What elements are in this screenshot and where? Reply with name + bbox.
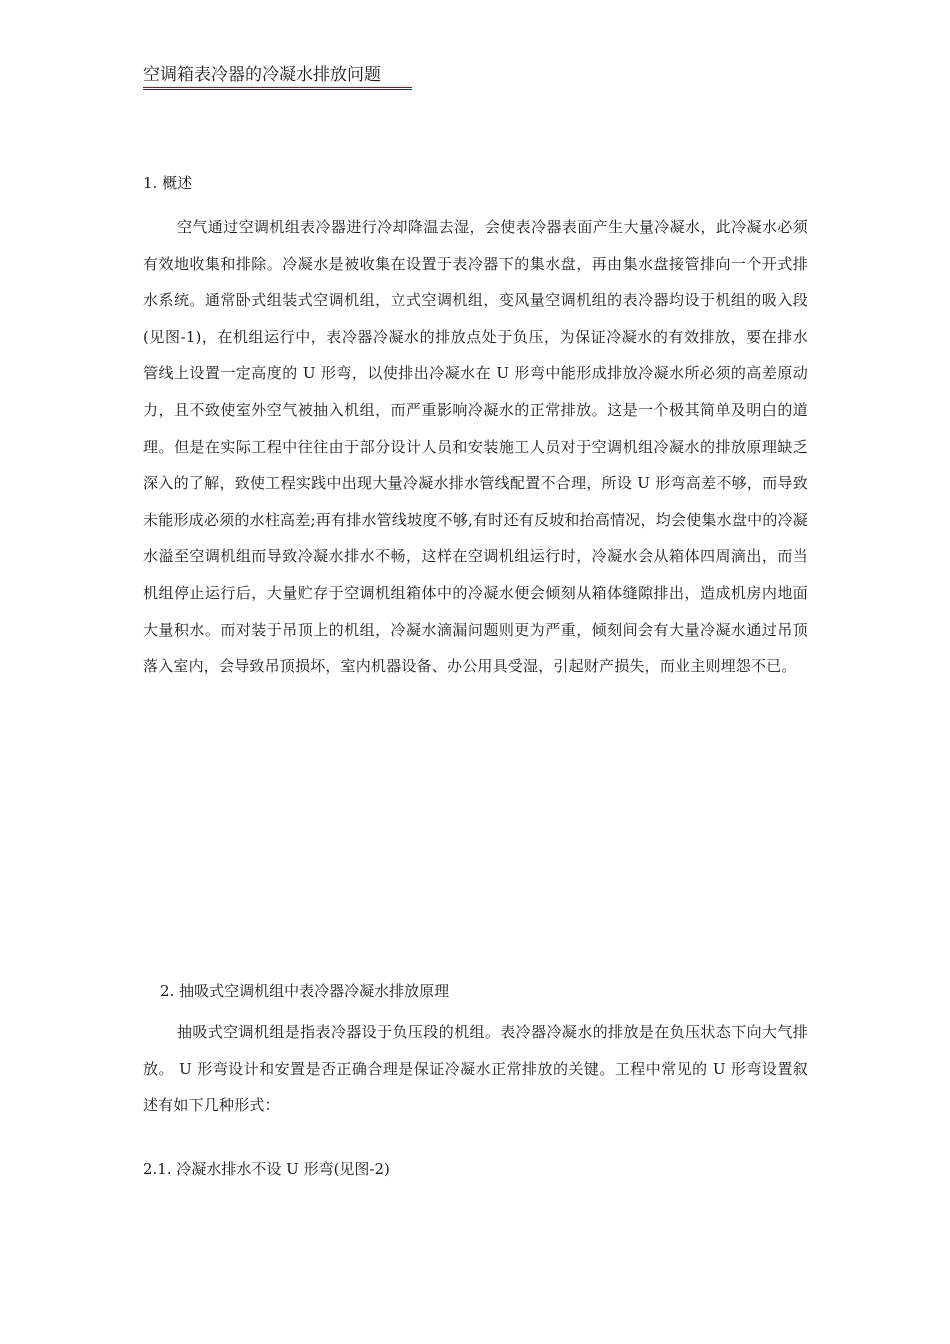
section-1-paragraph: 空气通过空调机组表冷器进行冷却降温去湿，会使表冷器表面产生大量冷凝水，此冷凝水必须有效地收集和排除。冷凝水是被收集在设置于表冷器下的集水盘，再由集水盘接管排向一个开式排水系统。通常卧式组装式空调机组，立式空调机组，变风量空调机组的表冷器均设于机组的吸入段(见图-1)，在机组运行中，表冷器冷凝水的排放点处于负压，为保证冷凝水的有效排放，要在排水管线上设置一定高度的 U 形弯，以使排出冷凝水在 U 形弯中能形成排放冷凝水所必须的高差原动力，且不致使室外空气被抽入机组，而严重影响冷凝水的正常排放。这是一个极其简单及明白的道理。但是在实际工程中往往由于部分设计人员和安装施工人员对于空调机组冷凝水的排放原理缺乏深入的了解，致使工程实践中出现大量冷凝水排水管线配置不合理，所设 U 形弯高差不够，而导致未能形成必须的水柱高差;再有排水管线坡度不够,有时还有反坡和抬高情况，均会使集水盘中的冷凝水溢至空调机组而导致冷凝水排水不畅，这样在空调机组运行时，冷凝水会从箱体四周滴出，而当机组停止运行后，大量贮存于空调机组箱体中的冷凝水便会倾刻从箱体缝隙排出，造成机房内地面大量积水。而对装于吊顶上的机组，冷凝水滴漏问题则更为严重，倾刻间会有大量冷凝水通过吊顶落入室内，会导致吊顶损坏，室内机器设备、办公用具受湿，引起财产损失，而业主则埋怨不已。 <box>143 218 808 676</box>
section-2-1-heading: 2.1. 冷凝水排水不设 U 形弯(见图-2) <box>143 1160 390 1178</box>
title-underline-blue <box>143 89 412 90</box>
title-underline-red <box>143 87 412 88</box>
section-1-heading: 1. 概述 <box>143 174 193 192</box>
section-2-heading: 2. 抽吸式空调机组中表冷器冷凝水排放原理 <box>160 982 450 1000</box>
section-2-paragraph: 抽吸式空调机组是指表冷器设于负压段的机组。表冷器冷凝水的排放是在负压状态下向大气排放。 U 形弯设计和安置是否正确合理是保证冷凝水正常排放的关键。工程中常见的 U 形弯设置叙述有如下几种形式： <box>143 1023 808 1115</box>
document-title: 空调箱表冷器的冷凝水排放问题 <box>143 65 381 85</box>
